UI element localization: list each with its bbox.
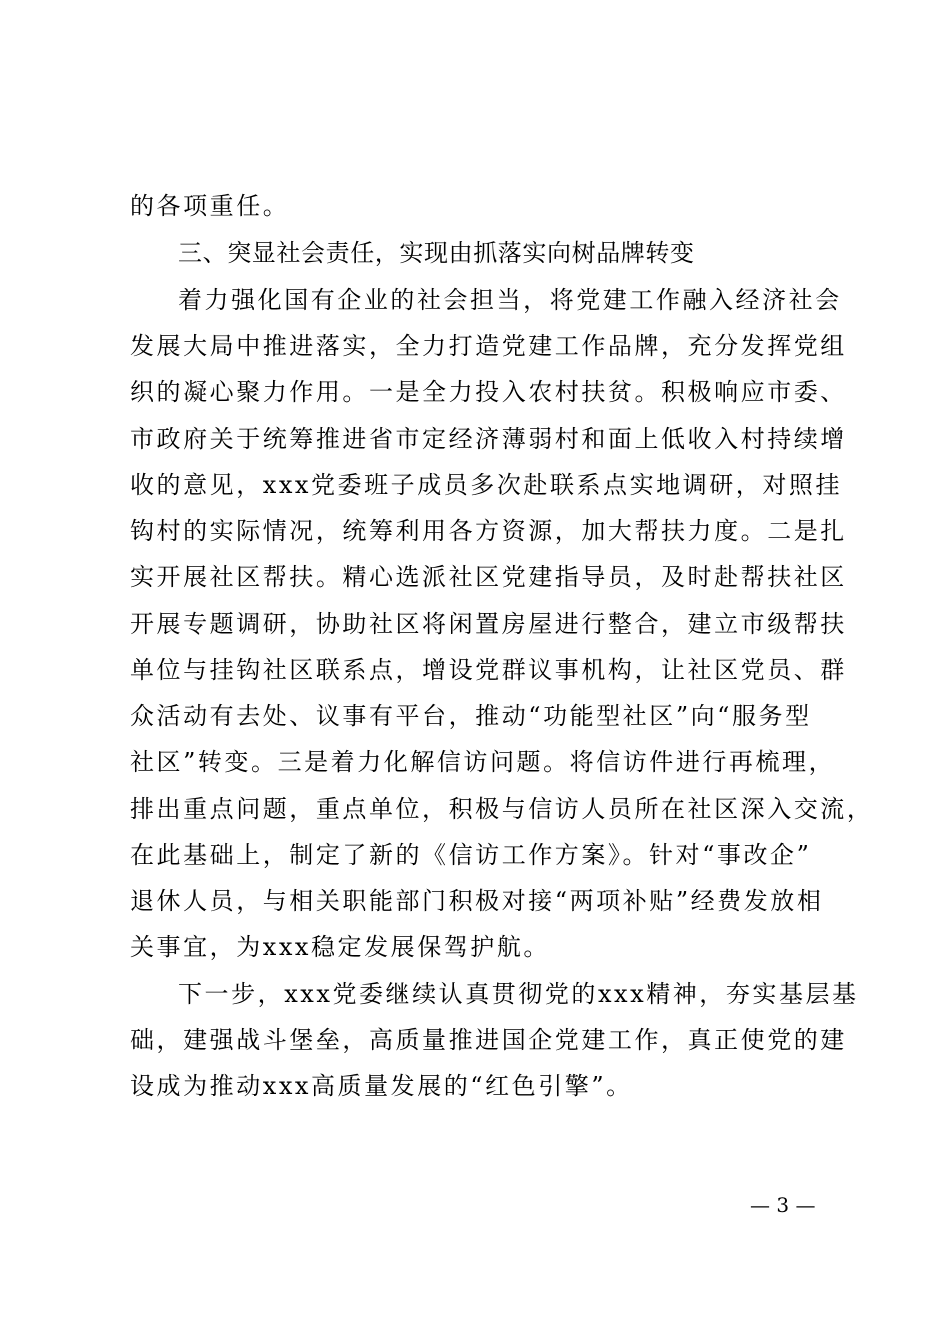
paragraph-line: 市政府关于统筹推进省市定经济薄弱村和面上低收入村持续增 — [130, 425, 847, 453]
paragraph-line: 退休人员，与相关职能部门积极对接“两项补贴”经费发放相 — [130, 887, 824, 915]
paragraph-line: 钩村的实际情况，统筹利用各方资源，加大帮扶力度。二是扎 — [130, 517, 847, 545]
paragraph-line: 织的凝心聚力作用。一是全力投入农村扶贫。积极响应市委、 — [130, 378, 847, 406]
paragraph-line: 单位与挂钩社区联系点，增设党群议事机构，让社区党员、群 — [130, 656, 847, 684]
paragraph-line: 众活动有去处、议事有平台，推动“功能型社区”向“服务型 — [130, 702, 812, 730]
paragraph-line: 在此基础上，制定了新的《信访工作方案》。针对“事改企” — [130, 841, 812, 869]
paragraph-line: 发展大局中推进落实，全力打造党建工作品牌，充分发挥党组 — [130, 332, 847, 360]
page-number: — 3 — — [750, 1193, 816, 1217]
paragraph-line: 着力强化国有企业的社会担当，将党建工作融入经济社会 — [178, 286, 842, 314]
continuation-line: 的各项重任。 — [130, 192, 290, 220]
paragraph-line: 社区”转变。三是着力化解信访问题。将信访件进行再梳理， — [130, 748, 836, 776]
paragraph-line: 下一步，xxx党委继续认真贯彻党的xxx精神，夯实基层基 — [178, 980, 859, 1008]
paragraph-line: 收的意见，xxx党委班子成员多次赴联系点实地调研，对照挂 — [130, 471, 843, 499]
paragraph-line: 关事宜，为xxx稳定发展保驾护航。 — [130, 933, 550, 961]
paragraph-line: 设成为推动xxx高质量发展的“红色引擎”。 — [130, 1072, 633, 1100]
section-heading: 三、突显社会责任，实现由抓落实向树品牌转变 — [178, 239, 695, 267]
paragraph-line: 开展专题调研，协助社区将闲置房屋进行整合，建立市级帮扶 — [130, 610, 847, 638]
paragraph-line: 础，建强战斗堡垒，高质量推进国企党建工作，真正使党的建 — [130, 1026, 847, 1054]
paragraph-line: 实开展社区帮扶。精心选派社区党建指导员，及时赴帮扶社区 — [130, 563, 847, 591]
paragraph-line: 排出重点问题，重点单位，积极与信访人员所在社区深入交流， — [130, 795, 874, 823]
